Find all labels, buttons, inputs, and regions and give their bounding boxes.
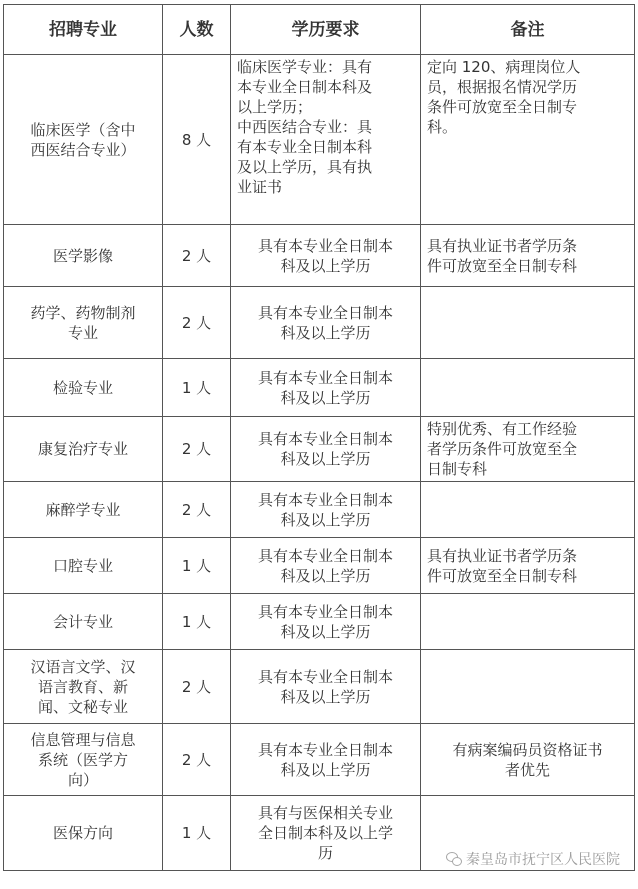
cell-education-line: 历 xyxy=(317,844,333,862)
cell-education-line: 全日制本科及以上学 xyxy=(257,824,393,842)
cell-major-line: 麻醉学专业 xyxy=(45,500,121,519)
cell-education-line: 具有本专业全日制本 xyxy=(257,303,393,322)
table-row xyxy=(4,417,635,482)
cell-remark-line: 员，根据报名情况学历 xyxy=(427,78,578,96)
cell-count: 2 人 xyxy=(163,724,231,796)
cell-major-line: 康复治疗专业 xyxy=(37,440,128,458)
cell-major xyxy=(4,594,163,650)
cell-remark xyxy=(421,482,635,538)
cell-education-line: 临床医学专业：具有 xyxy=(237,58,373,76)
cell-remark-line: 具有执业证书者学历条 xyxy=(427,546,578,565)
cell-education-line: 科及以上学历 xyxy=(280,450,371,468)
cell-education xyxy=(231,796,421,871)
table-row xyxy=(4,538,635,594)
cell-education-line: 及以上学历，具有执 xyxy=(237,158,373,176)
cell-major xyxy=(4,417,163,482)
cell-remark-line: 条件可放宽至全日制专 xyxy=(427,98,578,116)
cell-education-line: 中西医结合专业：具 xyxy=(237,118,373,136)
cell-education xyxy=(231,482,421,538)
cell-education-line: 科及以上学历 xyxy=(280,566,371,585)
cell-major xyxy=(4,225,163,287)
cell-remark xyxy=(421,594,635,650)
cell-major-line: 系统（医学方 xyxy=(37,750,128,769)
cell-count: 1 人 xyxy=(163,359,231,417)
cell-remark-line: 件可放宽至全日制专科 xyxy=(427,566,578,585)
cell-major-line: 医学影像 xyxy=(52,246,113,265)
table-header-row xyxy=(4,5,635,55)
cell-major xyxy=(4,482,163,538)
table-row xyxy=(4,225,635,287)
cell-remark xyxy=(421,538,635,594)
cell-count: 2 人 xyxy=(163,417,231,482)
cell-major-line: 汉语言文学、汉 xyxy=(30,657,136,676)
cell-education xyxy=(231,287,421,359)
cell-major-line: 闻、文秘专业 xyxy=(37,697,128,716)
cell-education xyxy=(231,417,421,482)
cell-education-line: 业证书 xyxy=(237,178,283,196)
cell-remark-line: 日制专科 xyxy=(427,460,488,478)
cell-remark xyxy=(421,287,635,359)
cell-major xyxy=(4,287,163,359)
cell-major-line: 信息管理与信息 xyxy=(30,730,136,749)
cell-education-line: 科及以上学历 xyxy=(280,388,371,407)
cell-education xyxy=(231,359,421,417)
table-row xyxy=(4,287,635,359)
recruitment-table xyxy=(3,4,635,871)
cell-major-line: 口腔专业 xyxy=(52,556,113,575)
cell-education-line: 科及以上学历 xyxy=(280,622,371,641)
cell-education xyxy=(231,594,421,650)
table-row xyxy=(4,482,635,538)
cell-education xyxy=(231,55,421,225)
cell-major-line: 临床医学（含中 xyxy=(30,120,136,139)
cell-remark xyxy=(421,650,635,724)
cell-count: 2 人 xyxy=(163,650,231,724)
cell-remark-line: 有病案编码员资格证书 xyxy=(452,740,603,759)
cell-education-line: 具有本专业全日制本 xyxy=(257,667,393,686)
cell-education-line: 科及以上学历 xyxy=(280,760,371,779)
header-count: 人数 xyxy=(163,5,231,55)
table-row xyxy=(4,594,635,650)
cell-remark xyxy=(421,724,635,796)
table-row xyxy=(4,359,635,417)
cell-remark-line: 特别优秀、有工作经验 xyxy=(427,420,578,438)
cell-education-line: 科及以上学历 xyxy=(280,323,371,342)
cell-major-line: 西医结合专业） xyxy=(30,140,136,159)
cell-major xyxy=(4,538,163,594)
cell-major-line: 会计专业 xyxy=(52,612,113,631)
table-row xyxy=(4,724,635,796)
cell-count: 8 人 xyxy=(163,55,231,225)
cell-remark-line: 者学历条件可放宽至全 xyxy=(427,440,578,458)
cell-major xyxy=(4,55,163,225)
cell-major xyxy=(4,796,163,871)
cell-count: 1 人 xyxy=(163,796,231,871)
cell-remark xyxy=(421,225,635,287)
cell-major-line: 专业 xyxy=(67,323,98,342)
cell-education-line: 具有本专业全日制本 xyxy=(257,602,393,621)
cell-education-line: 具有本专业全日制本 xyxy=(257,740,393,759)
cell-remark xyxy=(421,417,635,482)
cell-education-line: 有本专业全日制本科 xyxy=(237,138,373,156)
cell-remark xyxy=(421,55,635,225)
watermark xyxy=(446,849,620,869)
wechat-icon xyxy=(446,852,462,866)
cell-count: 2 人 xyxy=(163,482,231,538)
table-row xyxy=(4,650,635,724)
cell-count: 2 人 xyxy=(163,225,231,287)
cell-major-line: 药学、药物制剂 xyxy=(30,303,136,322)
header-remark: 备注 xyxy=(421,5,635,55)
cell-major xyxy=(4,359,163,417)
cell-remark-line: 定向 120、病理岗位人 xyxy=(427,58,581,76)
cell-major xyxy=(4,724,163,796)
header-major: 招聘专业 xyxy=(4,5,163,55)
cell-education xyxy=(231,650,421,724)
cell-major xyxy=(4,650,163,724)
cell-remark-line: 件可放宽至全日制专科 xyxy=(427,256,578,275)
cell-remark xyxy=(421,359,635,417)
cell-education-line: 科及以上学历 xyxy=(280,687,371,706)
cell-count: 1 人 xyxy=(163,538,231,594)
cell-education xyxy=(231,724,421,796)
cell-remark-line: 具有执业证书者学历条 xyxy=(427,236,578,255)
cell-education xyxy=(231,225,421,287)
cell-education-line: 科及以上学历 xyxy=(280,256,371,275)
cell-education-line: 以上学历； xyxy=(237,98,313,116)
cell-education xyxy=(231,538,421,594)
cell-education-line: 本专业全日制本科及 xyxy=(237,78,373,96)
cell-major-line: 检验专业 xyxy=(52,378,113,397)
cell-major-line: 医保方向 xyxy=(52,824,113,842)
cell-major-line: 语言教育、新 xyxy=(37,677,128,696)
cell-major-line: 向） xyxy=(67,770,98,789)
header-education: 学历要求 xyxy=(231,5,421,55)
cell-count: 1 人 xyxy=(163,594,231,650)
cell-education-line: 具有本专业全日制本 xyxy=(257,430,393,448)
cell-education-line: 具有本专业全日制本 xyxy=(257,368,393,387)
watermark-text: 秦皇岛市抚宁区人民医院 xyxy=(466,852,620,868)
cell-education-line: 具有与医保相关专业 xyxy=(257,804,393,822)
cell-education-line: 具有本专业全日制本 xyxy=(257,546,393,565)
cell-remark-line: 科。 xyxy=(427,118,458,136)
cell-count: 2 人 xyxy=(163,287,231,359)
cell-education-line: 具有本专业全日制本 xyxy=(257,490,393,509)
cell-education-line: 科及以上学历 xyxy=(280,510,371,529)
cell-education-line: 具有本专业全日制本 xyxy=(257,236,393,255)
cell-remark-line: 者优先 xyxy=(504,760,550,779)
table-row xyxy=(4,55,635,225)
